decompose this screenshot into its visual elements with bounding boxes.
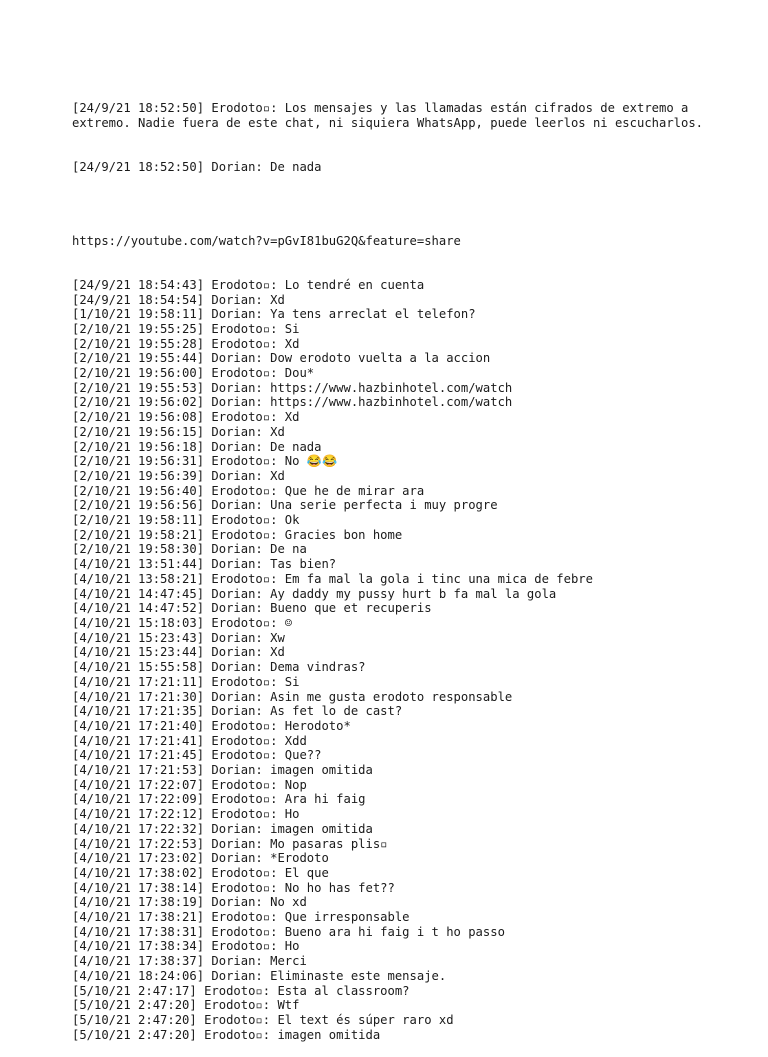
chat-message-line: [4/10/21 17:38:37] Dorian: Merci [72,954,307,969]
youtube-link-line: https://youtube.com/watch?v=pGvI81buG2Q&feature=share [72,233,461,248]
chat-message-line: [2/10/21 19:55:53] Dorian: https://www.hazbinhotel.com/watch [72,380,513,395]
chat-message-line: [2/10/21 19:56:39] Dorian: Xd [72,468,285,483]
chat-message-line: [4/10/21 17:22:07] Erodoto▫: Nop [72,777,307,792]
chat-message-line: [2/10/21 19:58:11] Erodoto▫: Ok [72,513,300,528]
chat-message-line: [4/10/21 17:38:14] Erodoto▫: No ho has fet?? [72,880,395,895]
chat-message-line: [4/10/21 17:38:34] Erodoto▫: Ho [72,939,300,954]
chat-transcript-page [72,72,712,1057]
chat-message-line: [5/10/21 2:47:20] Erodoto▫: Wtf [72,998,300,1013]
chat-message-line: [4/10/21 17:21:30] Dorian: Asin me gusta erodoto responsable [72,689,513,704]
chat-message-line: [2/10/21 19:55:28] Erodoto▫: Xd [72,336,300,351]
chat-message-line: [2/10/21 19:55:25] Erodoto▫: Si [72,321,300,336]
chat-message-line: [4/10/21 17:38:21] Erodoto▫: Que irresponsable [72,910,410,925]
chat-message-line: [2/10/21 19:58:21] Erodoto▫: Gracies bon home [72,527,403,542]
chat-message-line: [2/10/21 19:56:56] Dorian: Una serie perfecta i muy progre [72,498,498,513]
chat-message-line: [4/10/21 17:21:53] Dorian: imagen omitida [72,763,373,778]
header-line: [24/9/21 18:52:50] Dorian: De nada [72,160,322,175]
chat-message-line: [4/10/21 15:18:03] Erodoto▫: ☺ [72,616,293,630]
chat-message-line: [5/10/21 2:47:20] Erodoto▫: El text és súper raro xd [72,1012,454,1027]
chat-message-line: [4/10/21 17:38:31] Erodoto▫: Bueno ara hi faig i t ho passo [72,924,505,939]
chat-message-line: [2/10/21 19:56:15] Dorian: Xd [72,424,285,439]
chat-message-line: [2/10/21 19:56:08] Erodoto▫: Xd [72,410,300,425]
chat-message-line: [4/10/21 15:55:58] Dorian: Dema vindras? [72,660,366,675]
chat-message-line: [5/10/21 2:47:17] Erodoto▫: Esta al classroom? [72,983,410,998]
chat-message-line: [2/10/21 19:58:30] Dorian: De na [72,542,307,557]
chat-message-line: [24/9/21 18:54:54] Dorian: Xd [72,292,285,307]
chat-message-line: [4/10/21 15:23:44] Dorian: Xd [72,645,285,660]
chat-message-line: [4/10/21 17:21:35] Dorian: As fet lo de cast? [72,704,403,719]
chat-message-line: [2/10/21 19:56:40] Erodoto▫: Que he de mirar ara [72,483,425,498]
chat-message-line: [4/10/21 17:22:32] Dorian: imagen omitida [72,821,373,836]
chat-message-line: [4/10/21 13:51:44] Dorian: Tas bien? [72,557,337,572]
chat-message-line: [4/10/21 14:47:45] Dorian: Ay daddy my pussy hurt b fa mal la gola [72,586,557,601]
chat-message-line: [4/10/21 14:47:52] Dorian: Bueno que et recuperis [72,601,432,616]
chat-message-line: [5/10/21 2:47:20] Erodoto▫: imagen omitida [72,1027,381,1042]
chat-message-line: [4/10/21 17:21:40] Erodoto▫: Herodoto* [72,718,351,733]
chat-message-line: [4/10/21 17:21:11] Erodoto▫: Si [72,674,300,689]
message-list [72,278,712,1043]
chat-message-line: [4/10/21 17:22:09] Erodoto▫: Ara hi faig [72,792,366,807]
chat-message-line: [4/10/21 17:22:12] Erodoto▫: Ho [72,807,300,822]
chat-message-line: [4/10/21 17:21:45] Erodoto▫: Que?? [72,748,322,763]
chat-message-line: [4/10/21 17:22:53] Dorian: Mo pasaras plis▫ [72,836,388,851]
chat-message-line: [1/10/21 19:58:11] Dorian: Ya tens arreclat el telefon? [72,307,476,322]
chat-message-line: [4/10/21 17:21:41] Erodoto▫: Xdd [72,733,307,748]
chat-message-line: [2/10/21 19:56:31] Erodoto▫: No 😂😂 [72,454,338,469]
chat-message-line: [4/10/21 15:23:43] Dorian: Xw [72,630,285,645]
chat-message-line: [2/10/21 19:55:44] Dorian: Dow erodoto vuelta a la accion [72,351,491,366]
chat-message-line: [2/10/21 19:56:18] Dorian: De nada [72,439,322,454]
chat-message-line: [4/10/21 17:38:02] Erodoto▫: El que [72,865,329,880]
chat-message-line: [2/10/21 19:56:02] Dorian: https://www.hazbinhotel.com/watch [72,395,513,410]
chat-message-line: [24/9/21 18:54:43] Erodoto▫: Lo tendré en cuenta [72,277,425,292]
chat-message-line: [4/10/21 13:58:21] Erodoto▫: Em fa mal la gola i tinc una mica de febre [72,571,593,586]
chat-message-line: [4/10/21 17:23:02] Dorian: *Erodoto [72,851,329,866]
chat-message-line: [2/10/21 19:56:00] Erodoto▫: Dou* [72,366,315,381]
header-line: [24/9/21 18:52:50] Erodoto▫: Los mensajes y las llamadas están cifrados de extremo a extremo. Nadie fuera de este chat, ni siquiera WhatsApp, puede leerlos ni escucharlos. [72,101,704,131]
chat-message-line: [4/10/21 17:38:19] Dorian: No xd [72,895,307,910]
chat-message-line: [4/10/21 18:24:06] Dorian: Eliminaste este mensaje. [72,968,447,983]
